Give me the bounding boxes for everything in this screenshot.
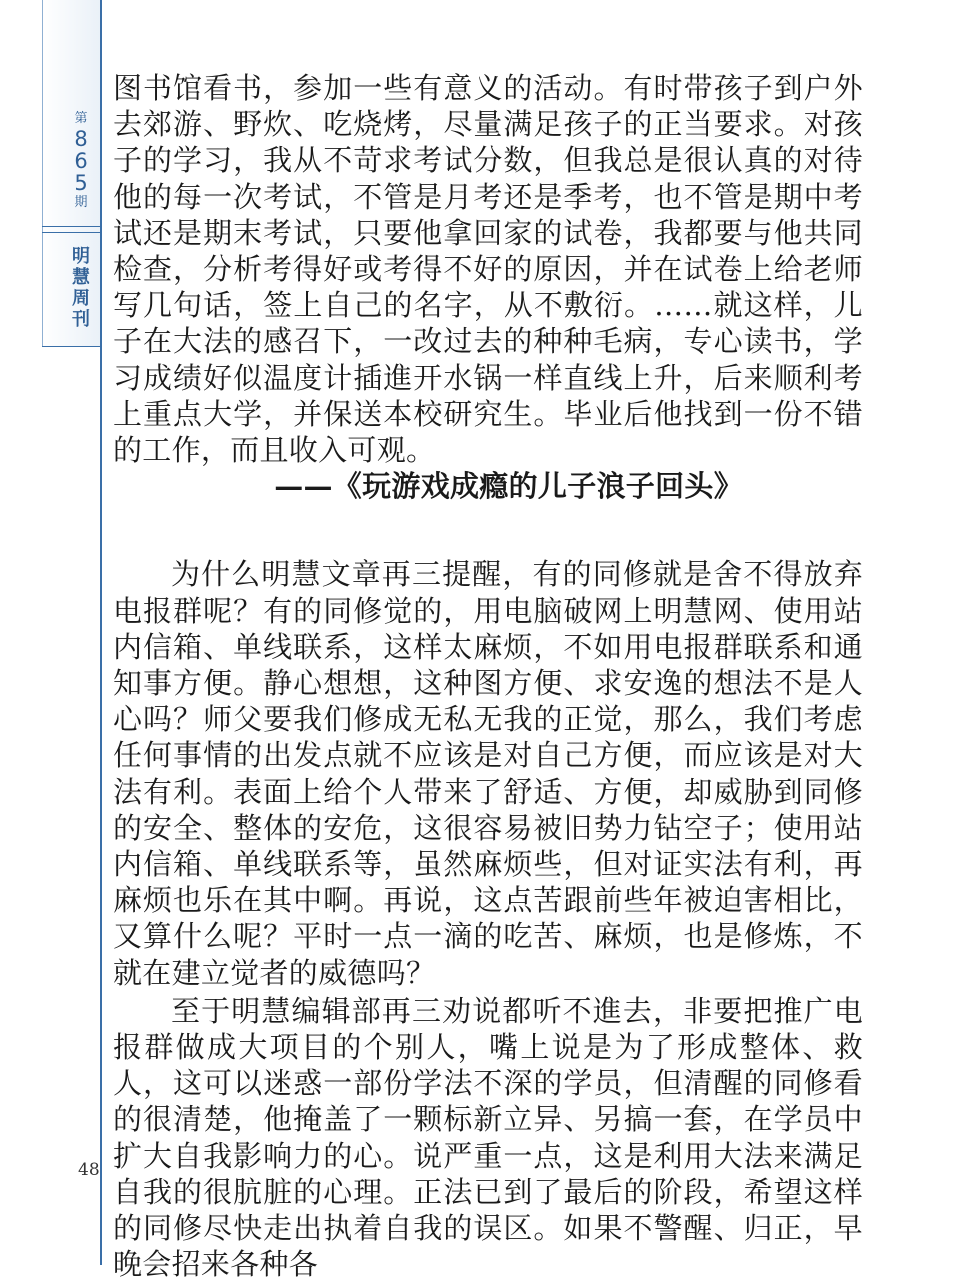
- sidebar-divider-bottom: [42, 232, 100, 233]
- margin-rule: [100, 0, 102, 1265]
- issue-number: [62, 110, 100, 212]
- journal-char: 刊: [72, 309, 90, 330]
- journal-title: [62, 246, 100, 330]
- journal-char: 明: [72, 246, 90, 267]
- issue-prefix: 第: [74, 111, 88, 126]
- issue-digit: 6: [74, 149, 88, 173]
- source-citation: ——《玩游戏成瘾的儿子浪子回头》: [274, 469, 743, 504]
- page-number: 48: [78, 1160, 100, 1180]
- paragraph-continued: 图书馆看书，参加一些有意义的活动。有时带孩子到户外去郊游、野炊、吃烧烤，尽量满足孩子的正当要求。对孩子的学习，我从不苛求考试分数，但我总是很认真的对待他的每一次考试，不管是月考还是季考，也不管是期中考试还是期末考试，只要他拿回家的试卷，我都要与他共同检查，分析考得好或考得不好的原因，并在试卷上给老师写几句话，签上自己的名字，从不敷衍。……就这样，儿子在大法的感召下，一改过去的种种毛病，专心读书，学习成绩好似温度计插進开水锅一样直线上升，后来顺利考上重点大学，并保送本校研究生。毕业后他找到一份不错的工作，而且收入可观。: [113, 71, 863, 468]
- paragraph: 为什么明慧文章再三提醒，有的同修就是舍不得放弃电报群呢？有的同修觉的，用电脑破网上明慧网、使用站内信箱、单线联系，这样太麻烦，不如用电报群联系和通知事方便。静心想想，这种图方便、求安逸的想法不是人心吗？师父要我们修成无私无我的正觉，那么，我们考虑任何事情的出发点就不应该是对自己方便，而应该是对大法有利。表面上给个人带来了舒适、方便，却威胁到同修的安全、整体的安危，这很容易被旧势力钻空子；使用站内信箱、单线联系等，虽然麻烦些，但对证实法有利，再麻烦也乐在其中啊。再说，这点苦跟前些年被迫害相比，又算什么呢？平时一点一滴的吃苦、麻烦，也是修炼，不就在建立觉者的威德吗？: [113, 557, 863, 990]
- issue-digit: 5: [74, 171, 88, 195]
- journal-char: 周: [72, 288, 90, 309]
- issue-digit: 8: [74, 127, 88, 151]
- sidebar-divider-end: [42, 346, 100, 347]
- sidebar-divider-top: [42, 226, 100, 227]
- article-body: [113, 70, 863, 1283]
- journal-char: 慧: [72, 267, 90, 288]
- issue-suffix: 期: [74, 195, 88, 210]
- paragraph: 至于明慧编辑部再三劝说都听不進去，非要把推广电报群做成大项目的个别人，嘴上说是为了形成整体、救人，这可以迷惑一部份学法不深的学员，但清醒的同修看的很清楚，他掩盖了一颗标新立异、另搞一套，在学员中扩大自我影响力的心。说严重一点，这是利用大法来满足自我的很肮脏的心理。正法已到了最后的阶段，希望这样的同修尽快走出执着自我的误区。如果不警醒、归正，早晚会招来各种各: [113, 993, 863, 1282]
- sidebar-tab-edge: [42, 0, 43, 346]
